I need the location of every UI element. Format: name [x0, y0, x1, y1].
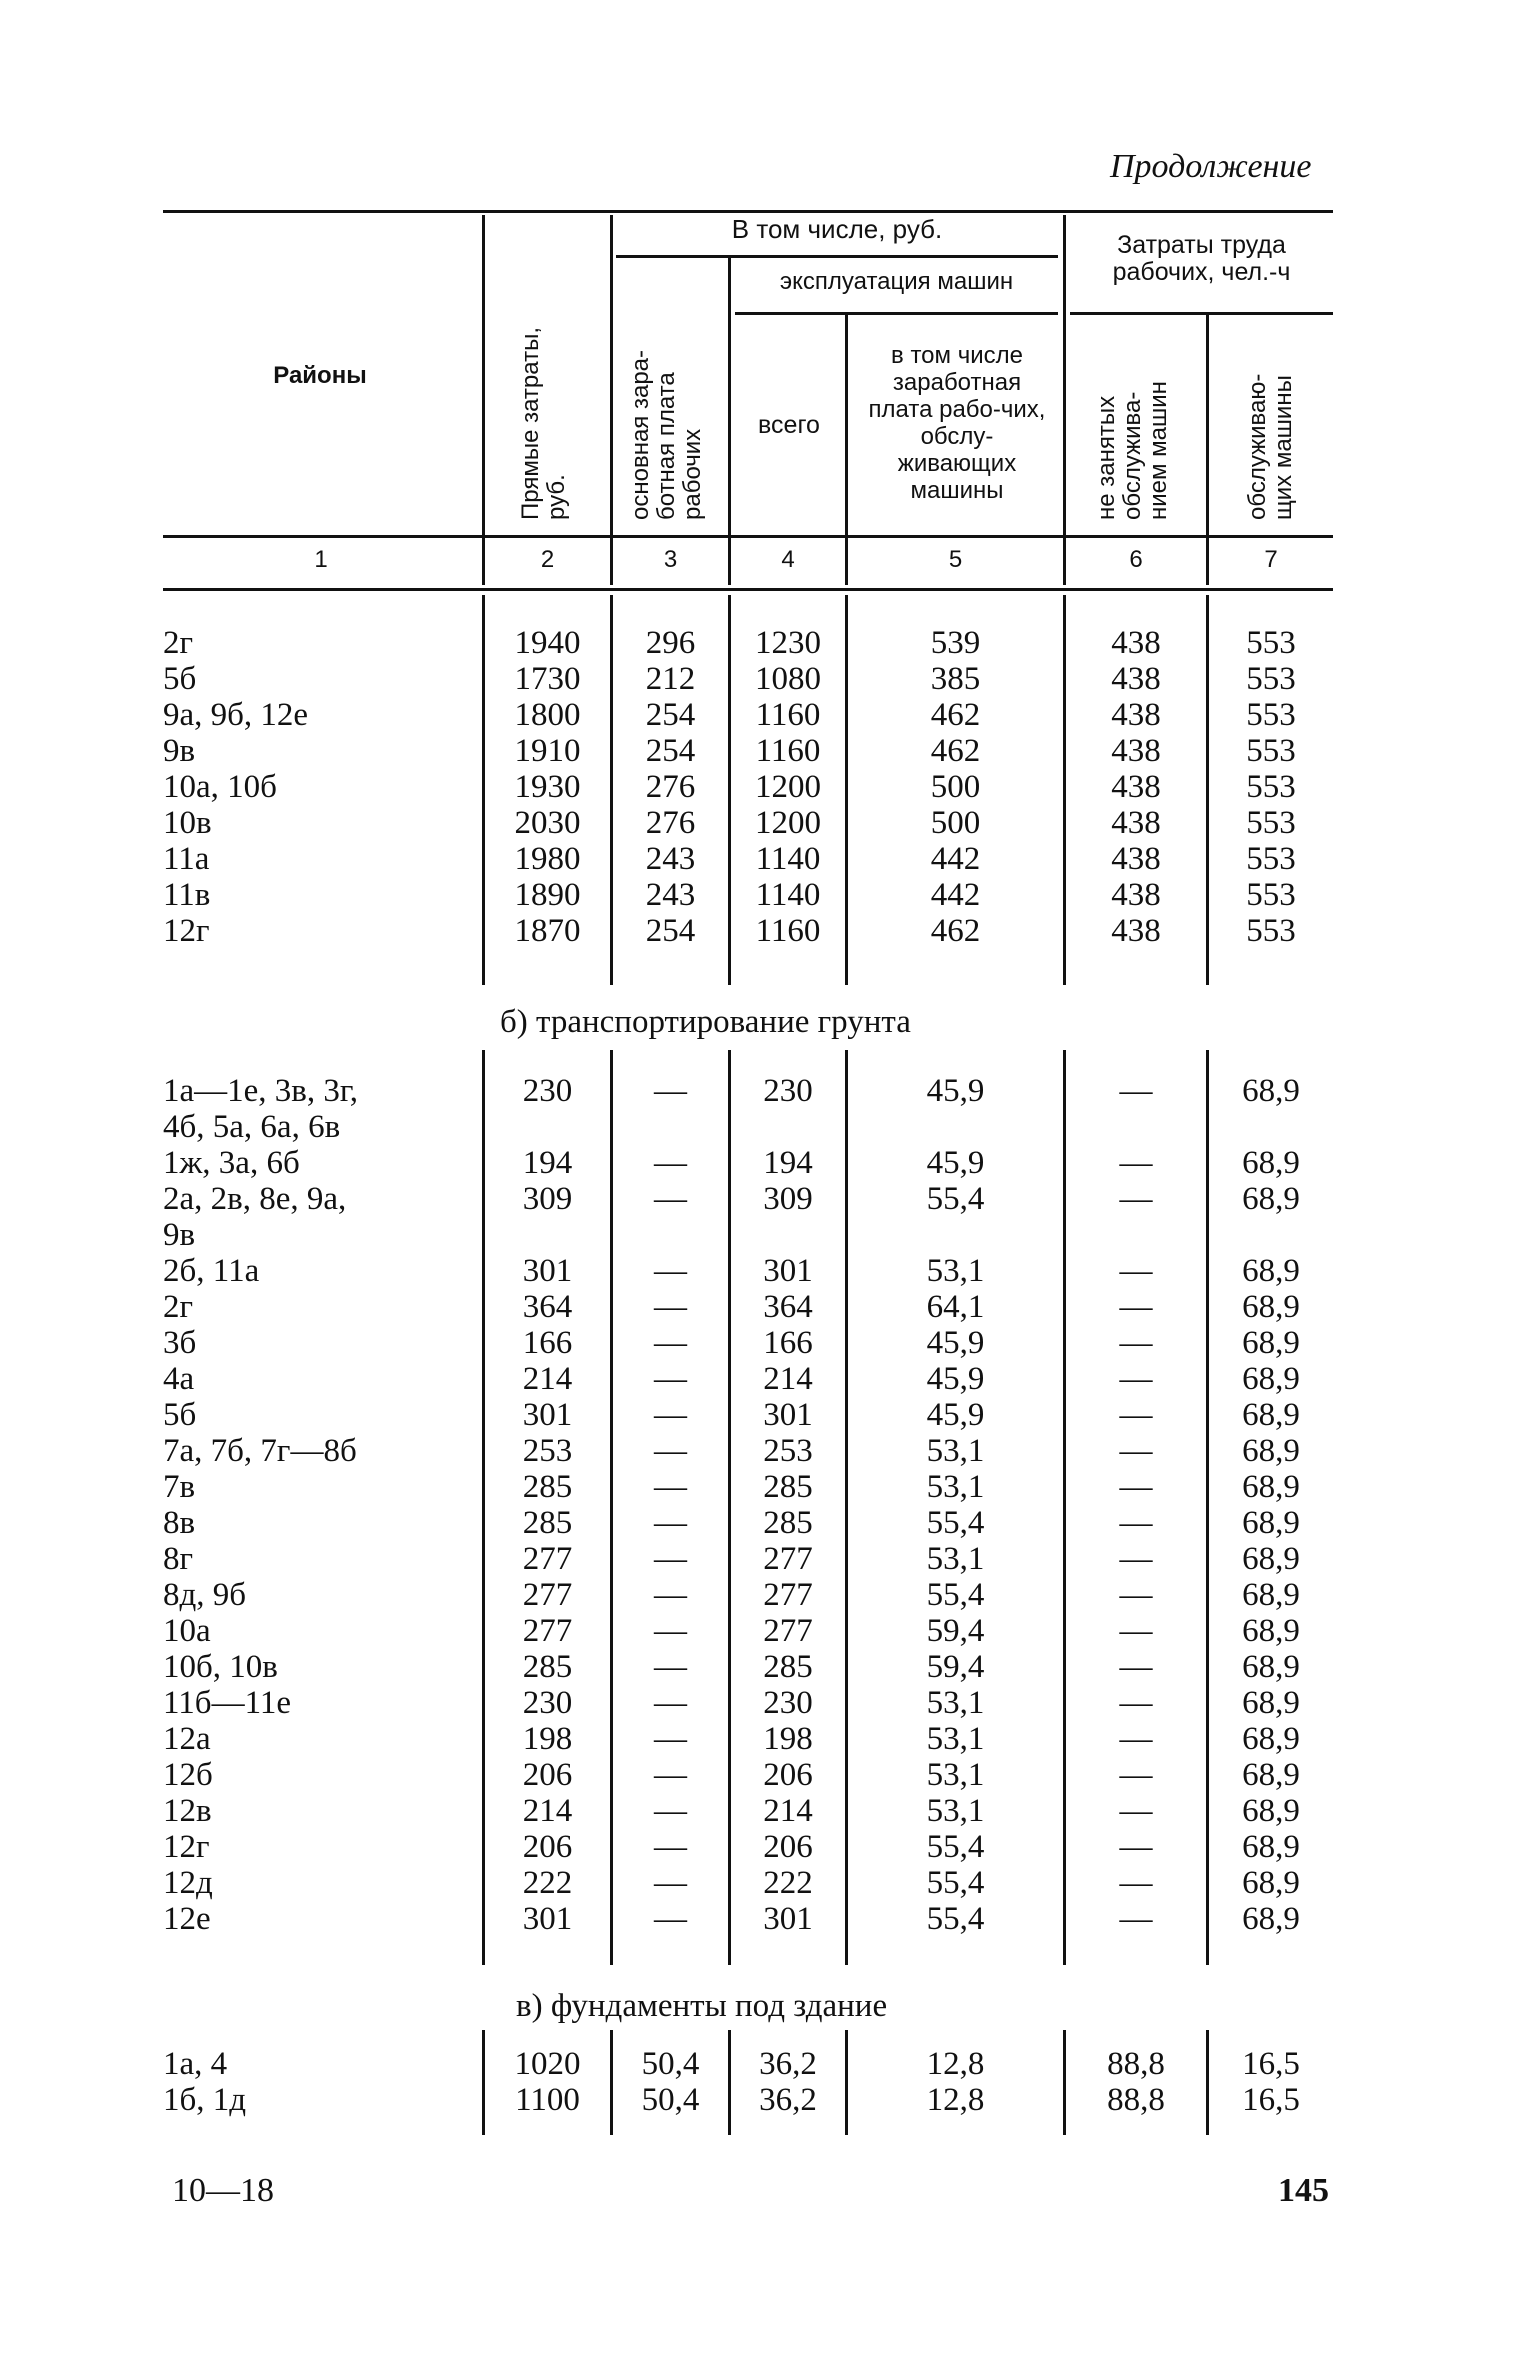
cell-c3: —: [654, 1505, 687, 1541]
header-divider-5: [1063, 215, 1066, 585]
cell-c4: 1230: [755, 625, 821, 661]
cell-c2: 1910: [514, 733, 581, 769]
cell-c2: 194: [522, 1145, 573, 1181]
header-money-group: В том числе, руб.: [731, 214, 943, 244]
cell-c6: —: [1119, 1325, 1153, 1361]
cell-c3: 276: [645, 769, 696, 805]
cell-c3: 254: [645, 913, 696, 949]
cell-c7: 68,9: [1242, 1613, 1300, 1649]
cell-c5: 53,1: [926, 1253, 985, 1289]
row-region: 4а: [163, 1361, 195, 1397]
row-region: 12е: [163, 1901, 211, 1937]
header-divider-2: [610, 215, 613, 585]
cell-c7: 68,9: [1242, 1793, 1300, 1829]
header-regions: Районы: [273, 362, 367, 389]
cell-c6: —: [1119, 1433, 1153, 1469]
cell-c4: 277: [763, 1541, 813, 1577]
cell-c2: 277: [522, 1577, 573, 1613]
row-region: 11а: [163, 841, 210, 877]
header-labor-nonmachine: не занятых обслужива-нием машин: [1093, 381, 1172, 520]
cell-c7: 68,9: [1242, 1901, 1300, 1937]
labor-group-rule: [1070, 312, 1333, 315]
cell-c6: —: [1119, 1469, 1153, 1505]
cell-c3: —: [654, 1361, 687, 1397]
cell-c5: 462: [930, 733, 981, 769]
cell-c2: 253: [522, 1433, 573, 1469]
cell-c2: 301: [522, 1397, 573, 1433]
cell-c4: 214: [763, 1361, 813, 1397]
cell-c2: 1940: [514, 625, 581, 661]
cell-c6: —: [1119, 1649, 1153, 1685]
cell-c5: 442: [930, 877, 981, 913]
cell-c5: 55,4: [926, 1865, 985, 1901]
cell-c7: 68,9: [1242, 1397, 1300, 1433]
cell-c4: 285: [763, 1469, 813, 1505]
cell-c3: —: [654, 1469, 687, 1505]
row-region: 3б: [163, 1325, 197, 1361]
row-region: 1б, 1д: [163, 2082, 247, 2118]
cell-c3: 254: [645, 697, 696, 733]
cell-c3: —: [654, 1721, 687, 1757]
row-region: 10а, 10б: [163, 769, 277, 805]
cell-c2: 2030: [514, 805, 581, 841]
cell-c5: 45,9: [926, 1073, 985, 1109]
row-region-continued: 9в: [163, 1217, 196, 1253]
row-region: 8д, 9б: [163, 1577, 247, 1613]
row-region: 1ж, 3а, 6б: [163, 1145, 300, 1181]
row-region: 5б: [163, 661, 197, 697]
cell-c5: 442: [930, 841, 981, 877]
colnum-1: 1: [314, 546, 328, 573]
cell-c5: 45,9: [926, 1325, 985, 1361]
cell-c2: 230: [522, 1685, 573, 1721]
cell-c5: 53,1: [926, 1757, 985, 1793]
cell-c2: 309: [522, 1181, 573, 1217]
header-labor-machine: обслуживаю-щих машины: [1244, 373, 1297, 520]
cell-c6: 438: [1111, 625, 1161, 661]
cell-c4: 206: [763, 1757, 813, 1793]
cell-c4: 1080: [755, 661, 821, 697]
row-region: 12г: [163, 1829, 210, 1865]
cell-c6: 438: [1111, 769, 1161, 805]
section-title: в) фундаменты под здание: [516, 1988, 888, 2024]
cell-c5: 45,9: [926, 1361, 985, 1397]
cell-c4: 36,2: [759, 2046, 817, 2082]
cell-c3: —: [654, 1073, 687, 1109]
section-title: б) транспортирование грунта: [500, 1004, 911, 1040]
cell-c7: 553: [1246, 913, 1296, 949]
cell-c4: 1140: [755, 841, 821, 877]
cell-c5: 53,1: [926, 1685, 985, 1721]
cell-c3: —: [654, 1181, 687, 1217]
cell-c6: —: [1119, 1577, 1153, 1613]
cell-c7: 16,5: [1242, 2046, 1300, 2082]
header-base-wage: основная зара-ботная плата рабочих: [627, 349, 706, 520]
cell-c7: 16,5: [1242, 2082, 1300, 2118]
cell-c6: —: [1119, 1181, 1153, 1217]
cell-c5: 64,1: [926, 1289, 985, 1325]
colnum-7: 7: [1264, 546, 1278, 573]
cell-c3: —: [654, 1793, 687, 1829]
continuation-label: Продолжение: [1110, 148, 1312, 185]
header-direct-costs: Прямые затраты, руб.: [517, 327, 570, 520]
colnum-6: 6: [1129, 546, 1143, 573]
cell-c5: 53,1: [926, 1793, 985, 1829]
cell-c4: 194: [763, 1145, 813, 1181]
cell-c5: 500: [930, 769, 981, 805]
cell-c4: 309: [763, 1181, 813, 1217]
cell-c7: 553: [1246, 697, 1296, 733]
row-region: 12б: [163, 1757, 213, 1793]
colnum-4: 4: [781, 546, 795, 573]
cell-c2: 214: [522, 1793, 573, 1829]
header-machines-group: эксплуатация машин: [779, 268, 1014, 295]
cell-c5: 55,4: [926, 1505, 985, 1541]
cell-c5: 59,4: [926, 1613, 985, 1649]
cell-c4: 364: [763, 1289, 813, 1325]
cell-c2: 364: [522, 1289, 573, 1325]
cell-c2: 198: [522, 1721, 573, 1757]
cell-c3: 212: [645, 661, 696, 697]
cell-c6: —: [1119, 1397, 1153, 1433]
cell-c4: 301: [763, 1901, 813, 1937]
cell-c5: 462: [930, 913, 981, 949]
cell-c2: 166: [522, 1325, 573, 1361]
cell-c5: 55,4: [926, 1829, 985, 1865]
cell-c7: 553: [1246, 769, 1296, 805]
cell-c4: 36,2: [759, 2082, 817, 2118]
cell-c5: 385: [930, 661, 981, 697]
cell-c3: —: [654, 1541, 687, 1577]
row-region: 12д: [163, 1865, 213, 1901]
cell-c7: 68,9: [1242, 1865, 1300, 1901]
cell-c2: 1870: [514, 913, 581, 949]
cell-c4: 222: [763, 1865, 813, 1901]
cell-c2: 301: [522, 1901, 573, 1937]
cell-c6: —: [1119, 1253, 1153, 1289]
row-region: 5б: [163, 1397, 197, 1433]
header-divider-1: [482, 215, 485, 585]
money-group-rule: [616, 255, 1058, 258]
cell-c7: 68,9: [1242, 1181, 1300, 1217]
cell-c6: —: [1119, 1901, 1153, 1937]
cell-c4: 1160: [755, 697, 821, 733]
cell-c7: 68,9: [1242, 1541, 1300, 1577]
cell-c2: 206: [522, 1757, 573, 1793]
cell-c3: —: [654, 1649, 687, 1685]
cell-c5: 53,1: [926, 1433, 985, 1469]
cell-c7: 68,9: [1242, 1469, 1300, 1505]
cell-c7: 553: [1246, 661, 1296, 697]
cell-c4: 277: [763, 1577, 813, 1613]
cell-c2: 214: [522, 1361, 573, 1397]
cell-c7: 68,9: [1242, 1685, 1300, 1721]
colnum-5: 5: [948, 546, 963, 573]
header-top-rule: [163, 210, 1333, 213]
cell-c6: —: [1119, 1541, 1153, 1577]
cell-c2: 230: [522, 1073, 573, 1109]
cell-c3: —: [654, 1829, 687, 1865]
cell-c6: —: [1119, 1829, 1153, 1865]
cell-c2: 301: [522, 1253, 573, 1289]
cell-c6: —: [1119, 1721, 1153, 1757]
colnum-bottom-rule: [163, 588, 1333, 591]
cell-c6: —: [1119, 1613, 1153, 1649]
cell-c4: 1200: [755, 805, 821, 841]
cell-c4: 285: [763, 1649, 813, 1685]
cell-c4: 1140: [755, 877, 821, 913]
row-region: 2г: [163, 625, 194, 661]
cell-c7: 553: [1246, 877, 1296, 913]
cell-c6: —: [1119, 1505, 1153, 1541]
cell-c7: 553: [1246, 625, 1296, 661]
row-region: 2а, 2в, 8е, 9а,: [163, 1181, 347, 1217]
machines-group-rule: [735, 312, 1058, 315]
cell-c7: 553: [1246, 805, 1296, 841]
cell-c3: 243: [645, 841, 696, 877]
cell-c5: 12,8: [926, 2082, 985, 2118]
row-region-continued: 4б, 5а, 6а, 6в: [163, 1109, 341, 1145]
row-region: 8г: [163, 1541, 194, 1577]
header-divider-4: [845, 315, 848, 585]
cell-c3: 254: [645, 733, 696, 769]
cell-c5: 45,9: [926, 1397, 985, 1433]
cell-c2: 1890: [514, 877, 581, 913]
cell-c4: 230: [763, 1685, 813, 1721]
footer-left: 10—18: [172, 2172, 274, 2209]
cell-c7: 68,9: [1242, 1829, 1300, 1865]
cell-c2: 206: [522, 1829, 573, 1865]
cell-c7: 68,9: [1242, 1289, 1300, 1325]
cell-c2: 1930: [514, 769, 581, 805]
cell-c3: 296: [645, 625, 696, 661]
cell-c6: —: [1119, 1289, 1153, 1325]
cell-c6: 438: [1111, 841, 1161, 877]
cell-c2: 1800: [514, 697, 581, 733]
header-bottom-rule: [163, 535, 1333, 538]
row-region: 12в: [163, 1793, 212, 1829]
cell-c6: 88,8: [1107, 2046, 1165, 2082]
cell-c5: 59,4: [926, 1649, 985, 1685]
colnum-3: 3: [663, 546, 678, 573]
cell-c5: 55,4: [926, 1577, 985, 1613]
cell-c4: 253: [763, 1433, 813, 1469]
row-region: 10а: [163, 1613, 211, 1649]
cell-c5: 45,9: [926, 1145, 985, 1181]
cell-c6: 438: [1111, 877, 1161, 913]
cell-c4: 1160: [755, 733, 821, 769]
cell-c2: 1980: [514, 841, 581, 877]
cell-c4: 1200: [755, 769, 821, 805]
row-region: 2б, 11а: [163, 1253, 260, 1289]
cell-c6: 88,8: [1107, 2082, 1165, 2118]
cell-c3: —: [654, 1865, 687, 1901]
cell-c4: 1160: [755, 913, 821, 949]
header-machine-wage: в том числе заработная плата рабо-чих, обслу-живающих машины: [868, 342, 1046, 504]
row-region: 10б, 10в: [163, 1649, 278, 1685]
row-region: 1а, 4: [163, 2046, 228, 2082]
page-number: 145: [1278, 2172, 1329, 2209]
cell-c4: 285: [763, 1505, 813, 1541]
cell-c3: —: [654, 1253, 687, 1289]
cell-c3: —: [654, 1433, 687, 1469]
cell-c3: —: [654, 1901, 687, 1937]
cell-c5: 12,8: [926, 2046, 985, 2082]
cell-c6: —: [1119, 1145, 1153, 1181]
header-labor-group: Затраты труда рабочих, чел.-ч: [1112, 231, 1291, 286]
cell-c2: 285: [522, 1469, 573, 1505]
cell-c7: 68,9: [1242, 1253, 1300, 1289]
header-divider-6: [1206, 315, 1209, 585]
cell-c2: 277: [522, 1613, 573, 1649]
row-region: 2г: [163, 1289, 194, 1325]
cell-c7: 68,9: [1242, 1577, 1300, 1613]
cell-c7: 553: [1246, 733, 1296, 769]
header-total: всего: [758, 411, 820, 439]
row-region: 9в: [163, 733, 196, 769]
cell-c6: —: [1119, 1793, 1153, 1829]
cell-c2: 1020: [514, 2046, 581, 2082]
cell-c3: —: [654, 1757, 687, 1793]
cell-c5: 539: [930, 625, 981, 661]
cell-c3: —: [654, 1613, 687, 1649]
cell-c2: 222: [522, 1865, 573, 1901]
cell-c4: 277: [763, 1613, 813, 1649]
cell-c7: 68,9: [1242, 1505, 1300, 1541]
cell-c6: 438: [1111, 661, 1161, 697]
cell-c7: 68,9: [1242, 1361, 1300, 1397]
cell-c4: 198: [763, 1721, 813, 1757]
cell-c5: 53,1: [926, 1721, 985, 1757]
cell-c3: —: [654, 1577, 687, 1613]
cell-c6: 438: [1111, 697, 1161, 733]
cell-c4: 301: [763, 1397, 813, 1433]
row-region: 7а, 7б, 7г—8б: [163, 1433, 357, 1469]
row-region: 12а: [163, 1721, 211, 1757]
cell-c6: —: [1119, 1361, 1153, 1397]
cell-c4: 230: [763, 1073, 813, 1109]
cell-c7: 68,9: [1242, 1145, 1300, 1181]
row-region: 8в: [163, 1505, 196, 1541]
cell-c7: 68,9: [1242, 1649, 1300, 1685]
cell-c2: 277: [522, 1541, 573, 1577]
cell-c4: 214: [763, 1793, 813, 1829]
cell-c5: 500: [930, 805, 981, 841]
cell-c7: 68,9: [1242, 1433, 1300, 1469]
cell-c3: 50,4: [641, 2046, 700, 2082]
cell-c7: 68,9: [1242, 1757, 1300, 1793]
cell-c4: 166: [763, 1325, 813, 1361]
cell-c5: 462: [930, 697, 981, 733]
row-region: 11в: [163, 877, 211, 913]
cell-c5: 53,1: [926, 1541, 985, 1577]
cell-c6: 438: [1111, 805, 1161, 841]
row-region: 10в: [163, 805, 212, 841]
cell-c4: 301: [763, 1253, 813, 1289]
row-region: 1а—1е, 3в, 3г,: [163, 1073, 358, 1109]
cell-c3: —: [654, 1397, 687, 1433]
cell-c7: 68,9: [1242, 1325, 1300, 1361]
cell-c5: 55,4: [926, 1181, 985, 1217]
cell-c5: 55,4: [926, 1901, 985, 1937]
cell-c3: 50,4: [641, 2082, 700, 2118]
cell-c6: —: [1119, 1073, 1153, 1109]
cell-c4: 206: [763, 1829, 813, 1865]
cell-c5: 53,1: [926, 1469, 985, 1505]
row-region: 7в: [163, 1469, 196, 1505]
row-region: 9а, 9б, 12е: [163, 697, 309, 733]
cell-c3: —: [654, 1685, 687, 1721]
cell-c3: —: [654, 1325, 687, 1361]
cell-c6: 438: [1111, 733, 1161, 769]
colnum-2: 2: [540, 546, 555, 573]
cell-c7: 68,9: [1242, 1073, 1300, 1109]
cell-c6: —: [1119, 1757, 1153, 1793]
cell-c3: —: [654, 1289, 687, 1325]
cell-c2: 1100: [515, 2082, 580, 2118]
cell-c3: —: [654, 1145, 687, 1181]
cell-c6: —: [1119, 1685, 1153, 1721]
cell-c6: 438: [1111, 913, 1161, 949]
cell-c2: 1730: [514, 661, 581, 697]
cell-c6: —: [1119, 1865, 1153, 1901]
cell-c3: 243: [645, 877, 696, 913]
row-region: 12г: [163, 913, 210, 949]
header-divider-3: [728, 258, 731, 585]
cell-c2: 285: [522, 1649, 573, 1685]
cell-c7: 553: [1246, 841, 1296, 877]
row-region: 11б—11е: [163, 1685, 291, 1721]
cell-c2: 285: [522, 1505, 573, 1541]
cell-c7: 68,9: [1242, 1721, 1300, 1757]
cell-c3: 276: [645, 805, 696, 841]
